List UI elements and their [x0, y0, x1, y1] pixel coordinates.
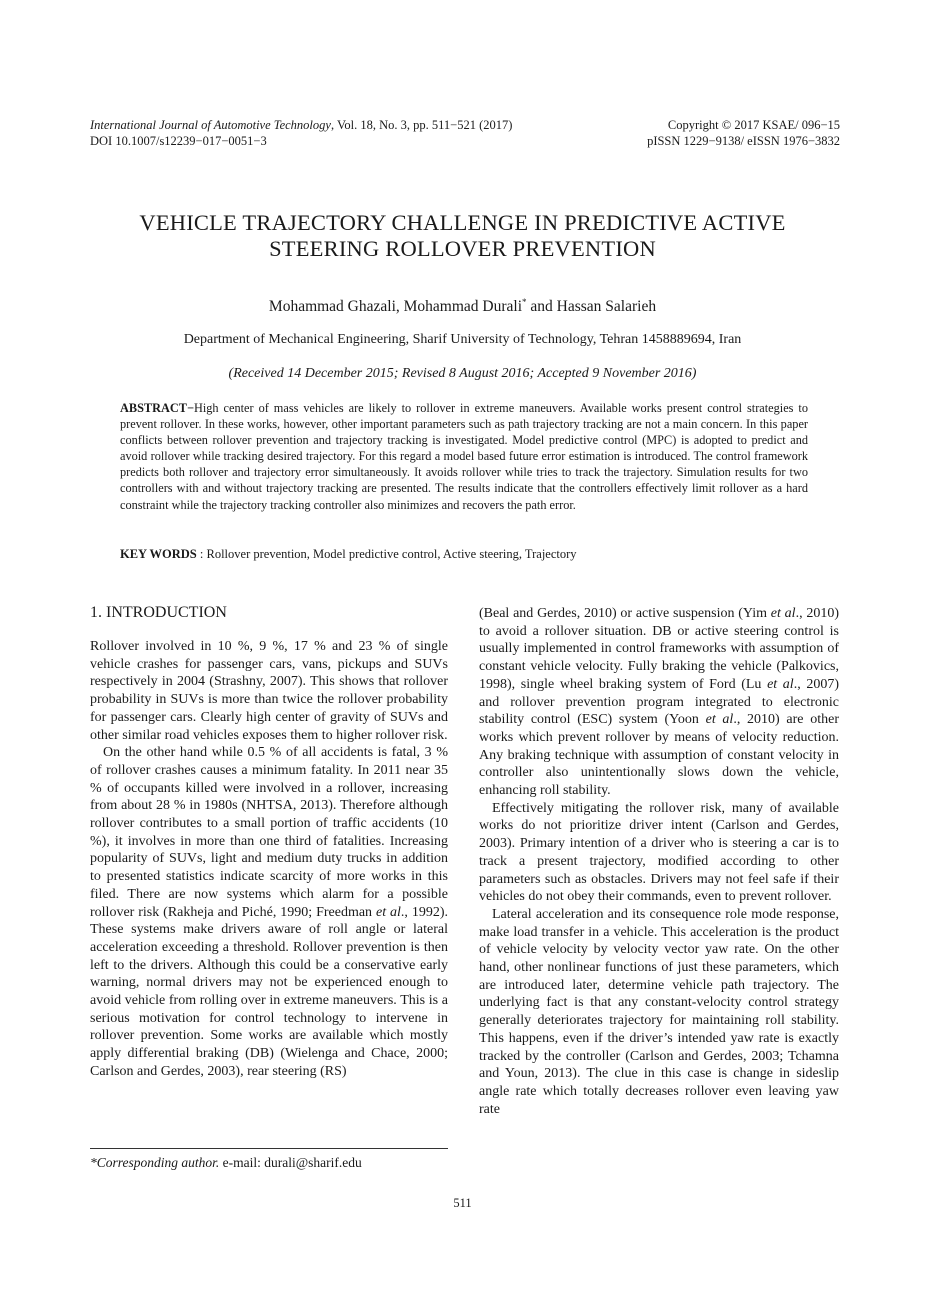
text-run: et al — [705, 712, 734, 728]
volume-info: , Vol. 18, No. 3, pp. 511−521 (2017) — [330, 118, 513, 132]
keywords-label: KEY WORDS — [120, 547, 197, 561]
journal-citation — [90, 117, 610, 149]
footnote-text: e-mail: durali@sharif.edu — [219, 1155, 362, 1170]
right-column — [479, 605, 839, 1118]
paragraph: Lateral acceleration and its consequence role mode response, make load transfer in a vehicle. This acceleration is the product of vehicle velocity by velocity vector yaw rate. On the other hand, other nonlinear functions of just these parameters, which are introduced later, determine vehicle path trajectory. The underlying fact is that any constant-velocity control strategy generally deteriorates trajectory for maintaining roll stability. This happens, even if the driver’s intended yaw rate is exactly tracked by the controller (Carlson and Gerdes, 2003; Tchamna and Youn, 2013). The clue in this case is change in sideslip angle rate which totally decreases rollover even leaving yaw rate — [479, 906, 839, 1117]
authors-post: and Hassan Salarieh — [526, 298, 657, 316]
paragraph: Rollover involved in 10 %, 9 %, 17 % and 23 % of single vehicle crashes for passenger cars, vans, pickups and SUVs respectively in 2004 (Strashny, 2007). This shows that rollover probability in SUVs is more than twice the rollover probability for passenger cars. Clearly high center of gravity of SUVs and other similar road vehicles exposes them to higher rollover risk. — [90, 639, 448, 743]
abstract-label: ABSTRACT− — [120, 401, 194, 415]
page-number: 511 — [453, 1196, 472, 1210]
text-run: ., 2010) are other works which prevent rollover by means of velocity reduction. Any braking technique with assumption of constant velocity in controller also unintentionally slows down the vehicle, enhancing roll stability. — [479, 712, 839, 799]
footnote-label: *Corresponding author. — [90, 1155, 220, 1170]
corresponding-mark: * — [522, 297, 527, 307]
text-run: et al — [375, 904, 401, 920]
abstract — [120, 400, 808, 513]
footnote-rule — [90, 1148, 448, 1149]
paper-title — [80, 210, 845, 262]
text-run: On the other hand while 0.5 % of all accidents is fatal, 3 % of rollover crashes causes a minimum fatality. In 2011 near 35 % of occupants killed were involved in a rollover, increasing from about 28 % in 1980s (NHTSA, 2013). Therefore although rollover contributes to a small portion of traffic accidents (10 %), it involves in more than one third of fatalities. Increasing popularity of SUVs, light and medium duty trucks in addition to presented statistics indicate scarcity of more works in this filed. There are now systems which alarm for a possible rollover risk (Rakheja and Piché, 1990; Freedman — [90, 745, 448, 920]
text-run: et al — [770, 606, 796, 621]
text-run: ., 1992). These systems make drivers aware of roll angle or lateral acceleration exceeding a threshold. Rollover prevention is then left to the drivers. Although this could be a conservative early warning, normal drivers may not be experienced enough to avoid vehicle from rolling over in extreme maneuvers. This is a serious motivation for control technology to intervene in rollover prevention. Some works are available which mostly apply differential braking (DB) (Wielenga and Chace, 2000; Carlson and Gerdes, 2003), rear steering (RS) — [90, 904, 448, 1079]
authors — [80, 297, 845, 316]
journal-name: International Journal of Automotive Technology — [90, 118, 331, 132]
copyright-block — [560, 117, 840, 149]
text-run: et al — [767, 676, 794, 692]
text-run: ., 2007) and rollover prevention program integrated to electronic stability control (ESC) system (Yoon — [479, 676, 839, 728]
keywords-text: : Rollover prevention, Model predictive control, Active steering, Trajectory — [196, 547, 577, 561]
text-run: (Beal and Gerdes, 2010) or active suspension (Yim — [479, 606, 771, 621]
doi: DOI 10.1007/s12239−017−0051−3 — [90, 134, 267, 148]
keywords — [120, 547, 808, 562]
issn: pISSN 1229−9138/ eISSN 1976−3832 — [647, 134, 840, 148]
paragraph — [90, 744, 448, 1080]
authors-pre: Mohammad Ghazali, Mohammad Durali — [268, 298, 523, 316]
section-heading: 1. INTRODUCTION — [90, 604, 227, 621]
text-run: ., 2010) to avoid a rollover situation. DB or active steering control is usually implemented in control frameworks with assumption of constant vehicle velocity. Fully braking the vehicle (Palkovics, 1998), single wheel braking system of Ford (Lu — [479, 606, 839, 692]
left-column — [90, 638, 448, 1081]
copyright: Copyright © 2017 KSAE/ 096−15 — [667, 118, 840, 132]
title-line-2: STEERING ROLLOVER PREVENTION — [269, 236, 656, 261]
paragraph — [479, 605, 839, 800]
paragraph: Effectively mitigating the rollover risk, many of available works do not prioritize driver intent (Carlson and Gerdes, 2003). Primary intention of a driver who is steering a car is to track a present trajectory, modified according to other parameters such as obstacles. Drivers may not feel safe if their vehicles do not obey their commands, even to prevent rollover. — [479, 800, 839, 905]
title-line-1: VEHICLE TRAJECTORY CHALLENGE IN PREDICTIVE ACTIVE — [139, 210, 786, 235]
footnote — [90, 1155, 450, 1171]
received-dates: (Received 14 December 2015; Revised 8 August 2016; Accepted 9 November 2016) — [228, 366, 697, 381]
affiliation: Department of Mechanical Engineering, Sharif University of Technology, Tehran 1458889694, Iran — [183, 332, 742, 347]
abstract-text: High center of mass vehicles are likely to rollover in extreme maneuvers. Available works present control strategies to prevent rollover. In these works, however, other important parameters such as path trajectory tracking are not a main concern. In this paper conflicts between rollover prevention and trajectory tracking is investigated. Model predictive control (MPC) is adopted to predict and avoid rollover while tracking desired trajectory. For this regard a model based future error estimation is introduced. The control framework predicts both rollover and trajectory error simultaneously. It avoids rollover while tries to track the trajectory. Simulation results for two controllers with and without trajectory tracking are presented. The results indicate that the controllers effectively limit rollover as a hard constraint while the trajectory tracking controller also minimizes and recovers the path error. — [120, 401, 808, 512]
